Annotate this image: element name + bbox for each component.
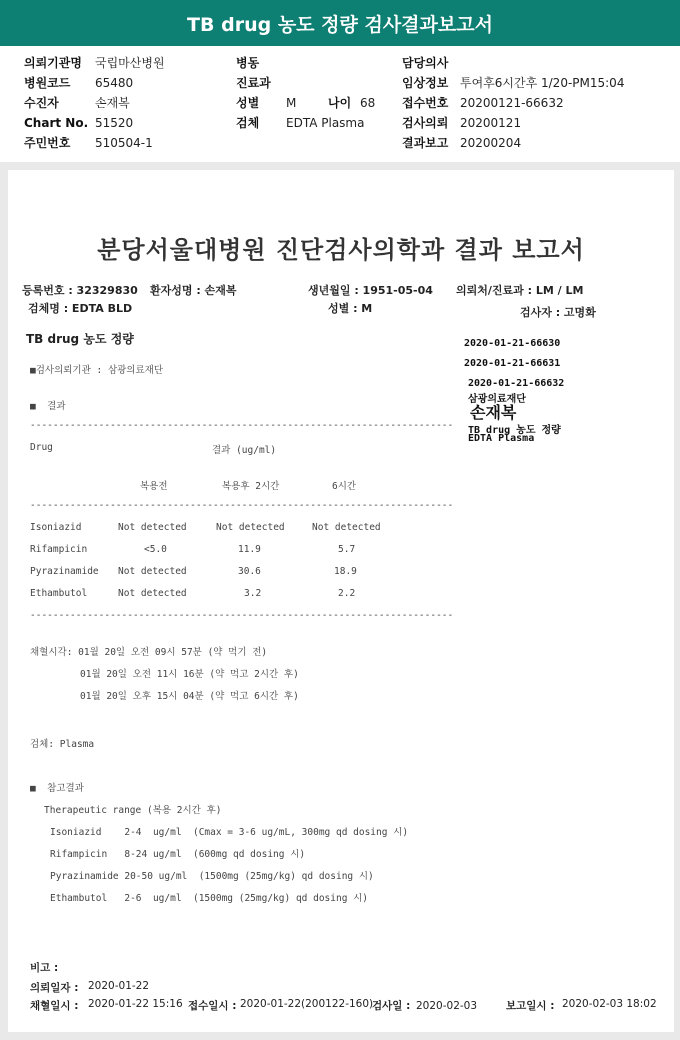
- sex: 성별 : M: [328, 302, 373, 315]
- col-pre: 복용전: [140, 481, 168, 492]
- col-6h: 6시간: [332, 481, 357, 492]
- barcode-label: 2020-01-21-66630: [464, 338, 561, 349]
- h2-cell: Not detected: [216, 522, 285, 533]
- specimen-name: 검체명 : EDTA BLD: [28, 302, 133, 315]
- page-title: TB drug 농도 정량 검사결과보고서: [187, 13, 493, 36]
- pre-cell: Not detected: [118, 522, 187, 533]
- dash-line: --------------------------------------------------------------------------: [30, 610, 454, 621]
- ref-header: ■ 참고결과: [30, 783, 84, 794]
- ref-row: Ethambutol 2-6 ug/ml (1500mg (25mg/kg) qd dosing 시): [50, 893, 369, 904]
- draw-date: 2020-01-22 15:16: [88, 998, 183, 1010]
- info-label: 성별: [236, 96, 260, 110]
- h2-cell: 3.2: [244, 588, 262, 599]
- info-label: 접수번호: [402, 96, 449, 110]
- report-date-label: 보고일시 :: [506, 1000, 555, 1012]
- remarks: 비고 :: [30, 962, 59, 974]
- test-name: TB drug 농도 정량: [26, 332, 134, 346]
- birth-date: 생년월일 : 1951-05-04: [308, 284, 433, 297]
- specimen-line: 검체: Plasma: [30, 739, 95, 750]
- info-label: 결과보고: [402, 136, 449, 150]
- dash-line: --------------------------------------------------------------------------: [30, 500, 454, 511]
- col-2h: 복용후 2시간: [222, 481, 280, 492]
- info-value: 20200204: [460, 136, 522, 150]
- info-value: 510504-1: [95, 136, 153, 150]
- dash-line: --------------------------------------------------------------------------: [30, 420, 454, 431]
- institution: ■검사의뢰기관 : 삼광의료재단: [30, 365, 164, 376]
- col-result: 결과 (ug/ml): [212, 445, 277, 456]
- dept: 의뢰처/진료과 : LM / LM: [456, 284, 584, 297]
- info-label: 검체: [236, 116, 260, 130]
- patient-name: 환자성명 : 손재복: [150, 284, 237, 297]
- h6-cell: 2.2: [338, 588, 356, 599]
- h6-cell: 18.9: [334, 566, 357, 577]
- drug-cell: Rifampicin: [30, 544, 88, 555]
- recv-label: 접수일시 :: [188, 1000, 237, 1012]
- recv-date: 2020-01-22(200122-160): [240, 998, 374, 1010]
- h6-cell: 5.7: [338, 544, 356, 555]
- draw-label: 채혈일시 :: [30, 1000, 79, 1012]
- info-row: [0, 134, 680, 152]
- info-label: 주민번호: [24, 136, 71, 150]
- info-label: 진료과: [236, 76, 271, 90]
- info-value: 20200121: [460, 116, 522, 130]
- barcode-label: 2020-01-21-66631: [464, 358, 561, 369]
- sampling-line: 01월 20일 오후 15시 04분 (약 먹고 6시간 후): [80, 691, 299, 702]
- info-label: 수진자: [24, 96, 59, 110]
- label-org: 삼광의료재단: [468, 394, 526, 405]
- info-value: 20200121-66632: [460, 96, 564, 110]
- info-value: 65480: [95, 76, 134, 90]
- info-label: 임상정보: [402, 76, 449, 90]
- info-label: 병원코드: [24, 76, 71, 90]
- test-date: 2020-02-03: [416, 1000, 478, 1012]
- h2-cell: 30.6: [238, 566, 261, 577]
- info-label: 담당의사: [402, 56, 449, 70]
- label-name: 손재복: [470, 403, 517, 422]
- scanned-report: [8, 170, 674, 1032]
- tester: 검사자 : 고명화: [520, 306, 596, 319]
- info-value: 51520: [95, 116, 134, 130]
- label-spec: EDTA Plasma: [468, 433, 535, 444]
- info-label: Chart No.: [24, 116, 89, 130]
- ref-row: Isoniazid 2-4 ug/ml (Cmax = 3-6 ug/mL, 300mg qd dosing 시): [50, 827, 409, 838]
- drug-cell: Isoniazid: [30, 522, 82, 533]
- info-value: 68: [360, 96, 376, 110]
- reg-no: 등록번호 : 32329830: [22, 284, 138, 297]
- result-header: ■ 결과: [30, 401, 66, 412]
- report-date: 2020-02-03 18:02: [562, 998, 657, 1010]
- info-value: M: [286, 96, 297, 110]
- drug-cell: Pyrazinamide: [30, 566, 99, 577]
- info-value: 국립마산병원: [95, 56, 165, 70]
- drug-cell: Ethambutol: [30, 588, 88, 599]
- pre-cell: Not detected: [118, 566, 187, 577]
- info-label: 검사의뢰: [402, 116, 449, 130]
- info-row: [0, 94, 680, 112]
- label-test: TB drug 농도 정량: [468, 425, 561, 436]
- info-row: [0, 54, 680, 72]
- info-value: EDTA Plasma: [286, 116, 365, 130]
- divider: [0, 162, 680, 170]
- h6-cell: Not detected: [312, 522, 381, 533]
- info-panel: [0, 46, 680, 162]
- report-heading: 분당서울대병원 진단검사의학과 결과 보고서: [97, 236, 585, 264]
- h2-cell: 11.9: [238, 544, 261, 555]
- sampling-line: 채혈시각: 01월 20일 오전 09시 57분 (약 먹기 전): [30, 647, 268, 658]
- report-title-bar: [0, 0, 680, 46]
- info-label: 의뢰기관명: [24, 56, 82, 70]
- info-value: 투여후6시간후 1/20-PM15:04: [460, 76, 625, 90]
- ref-row: Rifampicin 8-24 ug/ml (600mg qd dosing 시): [50, 849, 306, 860]
- barcode-label: 2020-01-21-66632: [468, 378, 565, 389]
- pre-cell: <5.0: [144, 544, 167, 555]
- info-label: 나이: [328, 96, 352, 110]
- test-date-label: 검사일 :: [372, 1000, 411, 1012]
- info-label: 병동: [236, 56, 260, 70]
- ref-row: Pyrazinamide 20-50 ug/ml (1500mg (25mg/kg) qd dosing 시): [50, 871, 374, 882]
- sampling-line: 01월 20일 오전 11시 16분 (약 먹고 2시간 후): [80, 669, 299, 680]
- info-value: 손재복: [95, 96, 130, 110]
- info-row: [0, 114, 680, 132]
- ther-range: Therapeutic range (복용 2시간 후): [44, 805, 222, 816]
- req-date-label: 의뢰일자 :: [30, 982, 79, 994]
- info-row: [0, 74, 680, 92]
- col-drug: Drug: [30, 442, 53, 453]
- req-date: 2020-01-22: [88, 980, 150, 992]
- pre-cell: Not detected: [118, 588, 187, 599]
